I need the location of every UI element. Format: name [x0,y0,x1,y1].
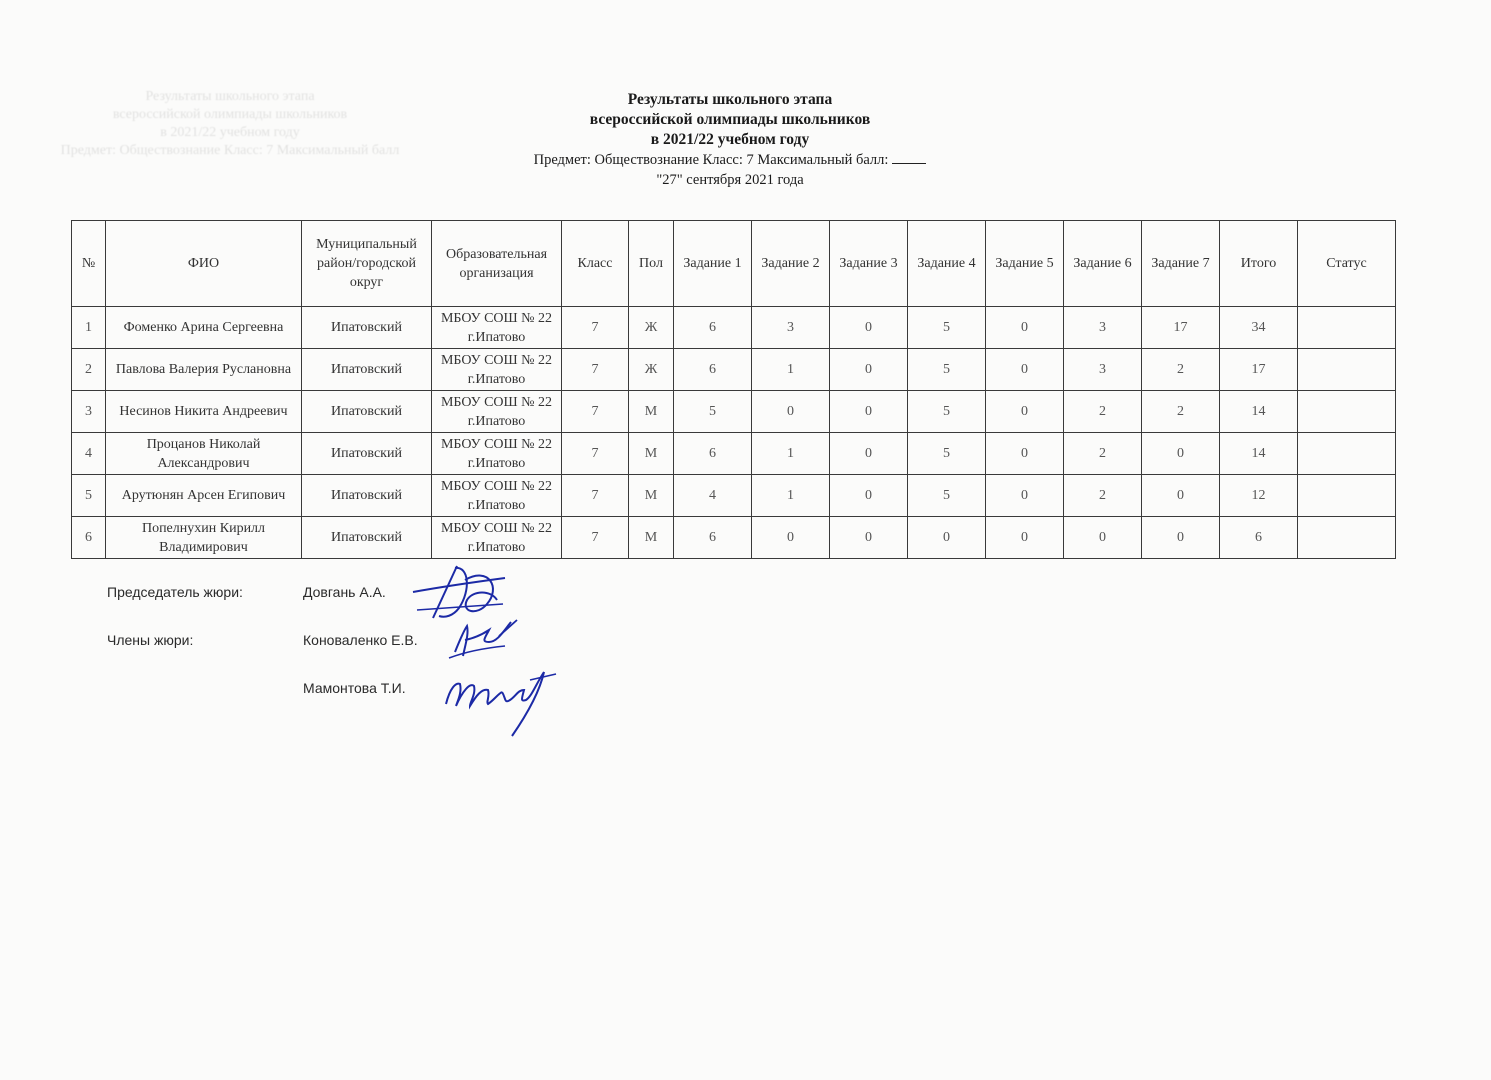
col-number-cell: 6 [72,517,106,559]
bleed-line-3: в 2021/22 учебном году [160,125,300,140]
col-task-2-cell: 0 [752,391,830,433]
table-row [72,475,1396,517]
col-task-7-header: Задание 7 [1142,221,1220,307]
col-sex-cell: М [629,517,674,559]
col-task-6-header: Задание 6 [1064,221,1142,307]
col-task-3-cell: 0 [830,517,908,559]
title-line-1: Результаты школьного этапа [627,91,833,108]
col-task-4-cell: 5 [908,349,986,391]
member-1-name: Коноваленко Е.В. [303,632,418,648]
col-task-4-cell: 0 [908,517,986,559]
col-status-cell [1298,349,1396,391]
chair-label: Председатель жюри: [107,584,243,600]
col-task-3-cell: 0 [830,391,908,433]
col-task-1-cell: 6 [674,307,752,349]
col-sex-cell: Ж [629,349,674,391]
col-task-7-cell: 0 [1142,433,1220,475]
col-task-3-cell: 0 [830,307,908,349]
col-org-cell: МБОУ СОШ № 22 г.Ипатово [432,433,562,475]
col-sex-cell: М [629,433,674,475]
col-task-4-cell: 5 [908,433,986,475]
table-row [72,517,1396,559]
col-fio-header: ФИО [106,221,302,307]
col-task-2-cell: 1 [752,475,830,517]
col-task-6-cell: 2 [1064,433,1142,475]
col-org-header: Образовательная организация [432,221,562,307]
col-task-6-cell: 2 [1064,391,1142,433]
col-total-cell: 14 [1220,433,1298,475]
col-task-5-cell: 0 [986,517,1064,559]
col-task-3-header: Задание 3 [830,221,908,307]
bleed-through-text [20,88,440,160]
col-task-6-cell: 2 [1064,475,1142,517]
title-line-3: в 2021/22 учебном году [650,131,810,148]
bleed-line-4: Предмет: Обществознание Класс: 7 Максимальный балл [60,143,400,158]
col-task-1-header: Задание 1 [674,221,752,307]
col-task-6-cell: 0 [1064,517,1142,559]
col-number-cell: 4 [72,433,106,475]
col-district-header: Муниципальный район/городской округ [302,221,432,307]
col-task-2-cell: 1 [752,349,830,391]
chair-name: Довгань А.А. [303,584,386,600]
col-task-5-cell: 0 [986,307,1064,349]
col-fio-cell: Арутюнян Арсен Египович [106,475,302,517]
title-line-2: всероссийской олимпиады школьников [589,111,871,128]
col-district-cell: Ипатовский [302,475,432,517]
col-number-cell: 1 [72,307,106,349]
member-2-signature [440,660,565,745]
col-task-1-cell: 6 [674,349,752,391]
col-task-5-cell: 0 [986,391,1064,433]
col-task-7-cell: 0 [1142,517,1220,559]
col-task-7-cell: 2 [1142,349,1220,391]
col-total-cell: 14 [1220,391,1298,433]
col-number-header: № [72,221,106,307]
table-body [72,307,1396,559]
bleed-line-1: Результаты школьного этапа [145,89,315,104]
col-grade-cell: 7 [562,307,629,349]
bleed-line-2: всероссийской олимпиады школьников [112,107,348,122]
col-status-cell [1298,433,1396,475]
col-task-3-cell: 0 [830,475,908,517]
col-task-4-cell: 5 [908,307,986,349]
col-sex-cell: М [629,391,674,433]
col-number-cell: 2 [72,349,106,391]
col-fio-cell: Фоменко Арина Сергеевна [106,307,302,349]
max-score-blank [892,151,926,164]
col-org-cell: МБОУ СОШ № 22 г.Ипатово [432,475,562,517]
col-total-header: Итого [1220,221,1298,307]
col-task-3-cell: 0 [830,433,908,475]
col-task-3-cell: 0 [830,349,908,391]
col-fio-cell: Процанов Николай Александрович [106,433,302,475]
subject-line [380,150,1080,170]
col-task-5-cell: 0 [986,433,1064,475]
col-org-cell: МБОУ СОШ № 22 г.Ипатово [432,349,562,391]
member-2-name: Мамонтова Т.И. [303,680,406,696]
col-district-cell: Ипатовский [302,391,432,433]
col-task-7-cell: 17 [1142,307,1220,349]
col-total-cell: 34 [1220,307,1298,349]
col-status-cell [1298,307,1396,349]
col-task-5-header: Задание 5 [986,221,1064,307]
col-task-4-cell: 5 [908,391,986,433]
col-sex-header: Пол [629,221,674,307]
col-district-cell: Ипатовский [302,517,432,559]
col-status-header: Статус [1298,221,1396,307]
col-task-7-cell: 2 [1142,391,1220,433]
col-task-6-cell: 3 [1064,307,1142,349]
col-grade-cell: 7 [562,349,629,391]
col-grade-cell: 7 [562,391,629,433]
col-fio-cell: Несинов Никита Андреевич [106,391,302,433]
col-fio-cell: Павлова Валерия Руслановна [106,349,302,391]
col-org-cell: МБОУ СОШ № 22 г.Ипатово [432,391,562,433]
col-number-cell: 3 [72,391,106,433]
results-table [71,220,1396,559]
document-header [380,90,1080,190]
table-row [72,307,1396,349]
table-row [72,349,1396,391]
col-task-4-header: Задание 4 [908,221,986,307]
table-row [72,391,1396,433]
col-grade-header: Класс [562,221,629,307]
col-org-cell: МБОУ СОШ № 22 г.Ипатово [432,517,562,559]
col-number-cell: 5 [72,475,106,517]
col-task-1-cell: 6 [674,433,752,475]
col-task-2-cell: 1 [752,433,830,475]
col-district-cell: Ипатовский [302,307,432,349]
col-task-5-cell: 0 [986,475,1064,517]
col-grade-cell: 7 [562,433,629,475]
date-line: "27" сентября 2021 года [656,172,804,188]
col-status-cell [1298,475,1396,517]
col-fio-cell: Попелнухин Кирилл Владимирович [106,517,302,559]
col-task-7-cell: 0 [1142,475,1220,517]
col-district-cell: Ипатовский [302,433,432,475]
col-task-5-cell: 0 [986,349,1064,391]
col-task-1-cell: 6 [674,517,752,559]
col-grade-cell: 7 [562,517,629,559]
col-task-4-cell: 5 [908,475,986,517]
col-total-cell: 12 [1220,475,1298,517]
col-org-cell: МБОУ СОШ № 22 г.Ипатово [432,307,562,349]
col-task-1-cell: 4 [674,475,752,517]
col-task-2-cell: 0 [752,517,830,559]
subject-text: Предмет: Обществознание Класс: 7 Максимальный балл: [533,152,889,168]
col-status-cell [1298,517,1396,559]
col-sex-cell: Ж [629,307,674,349]
col-task-1-cell: 5 [674,391,752,433]
col-district-cell: Ипатовский [302,349,432,391]
col-total-cell: 17 [1220,349,1298,391]
col-task-2-header: Задание 2 [752,221,830,307]
col-total-cell: 6 [1220,517,1298,559]
col-task-2-cell: 3 [752,307,830,349]
member-1-signature [445,612,525,667]
col-sex-cell: М [629,475,674,517]
col-task-6-cell: 3 [1064,349,1142,391]
col-status-cell [1298,391,1396,433]
table-header-row [72,221,1396,307]
members-label: Члены жюри: [107,632,194,648]
table-row [72,433,1396,475]
col-grade-cell: 7 [562,475,629,517]
